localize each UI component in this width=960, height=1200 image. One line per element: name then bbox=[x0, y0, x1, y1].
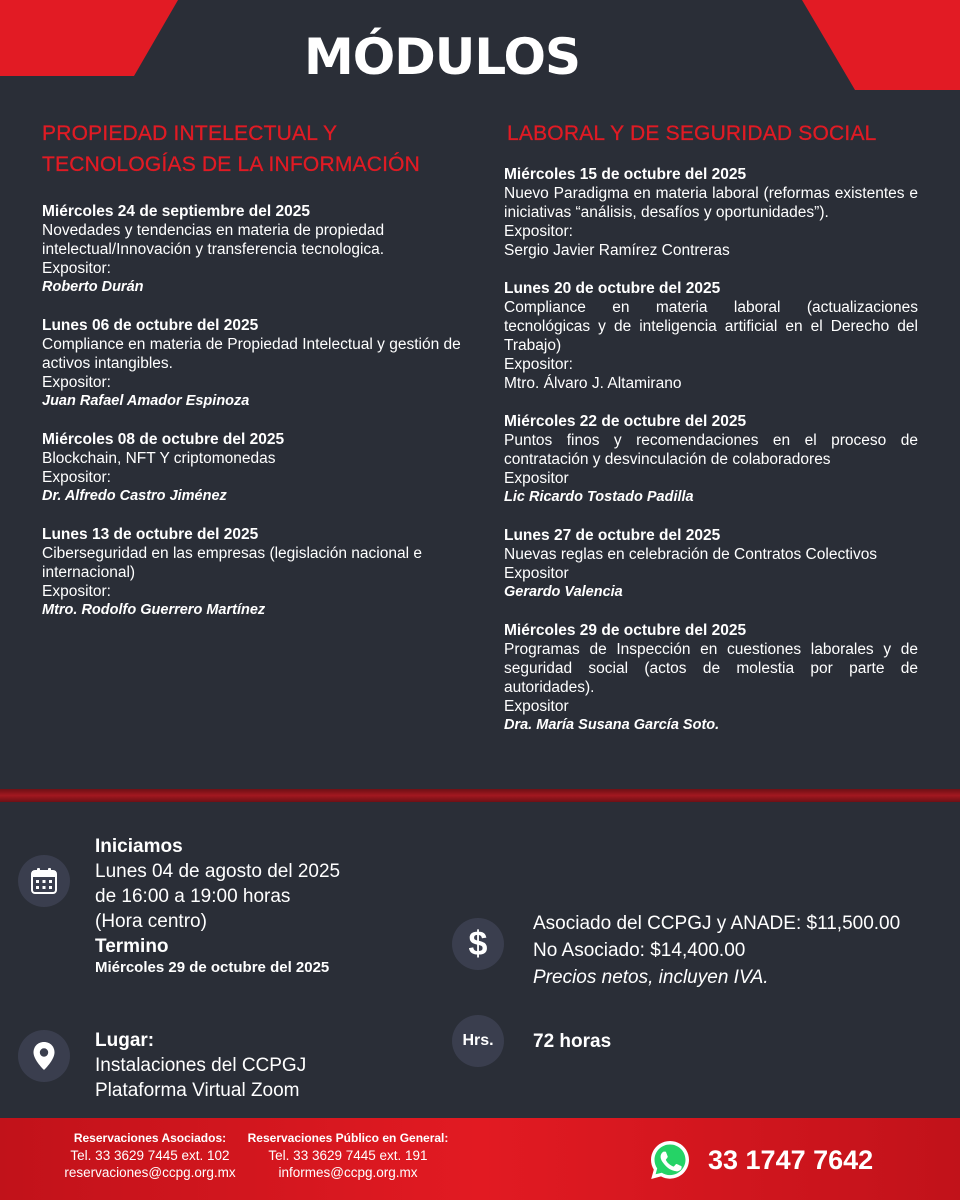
speaker-name: Roberto Durán bbox=[42, 279, 144, 295]
module-topic: Compliance en materia de Propiedad Intelectual y gestión de activos intangibles. bbox=[42, 336, 461, 372]
speaker-name: Lic Ricardo Tostado Padilla bbox=[504, 489, 694, 505]
module-item bbox=[42, 202, 462, 297]
section-divider bbox=[0, 789, 960, 802]
footer-assoc-email[interactable]: reservaciones@ccpg.org.mx bbox=[64, 1165, 236, 1180]
module-item bbox=[504, 526, 918, 602]
dollar-icon: $ bbox=[452, 918, 504, 970]
module-item bbox=[504, 165, 918, 260]
module-date: Lunes 27 de octubre del 2025 bbox=[504, 527, 721, 544]
module-topic: Puntos finos y recomendaciones en el proceso de contratación y desvinculación de colaboradores bbox=[504, 432, 918, 468]
schedule-block bbox=[95, 834, 340, 976]
location-block bbox=[95, 1028, 306, 1103]
speaker-name: Gerardo Valencia bbox=[504, 584, 623, 600]
end-date: Miércoles 29 de octubre del 2025 bbox=[95, 959, 330, 976]
speaker-label: Expositor bbox=[504, 470, 569, 487]
module-date: Miércoles 29 de octubre del 2025 bbox=[504, 622, 747, 639]
whatsapp-number[interactable]: 33 1747 7642 bbox=[708, 1145, 874, 1175]
module-item bbox=[504, 412, 918, 507]
footer-public-title: Reservaciones Público en General: bbox=[247, 1131, 449, 1145]
speaker-label: Expositor: bbox=[42, 374, 111, 391]
location-line1: Instalaciones del CCPGJ bbox=[95, 1055, 307, 1076]
module-date: Miércoles 24 de septiembre del 2025 bbox=[42, 203, 310, 220]
module-topic: Nuevas reglas en celebración de Contratos Colectivos bbox=[504, 546, 878, 563]
speaker-label: Expositor bbox=[504, 698, 569, 715]
footer-public-email[interactable]: informes@ccpg.org.mx bbox=[278, 1165, 418, 1180]
speaker-name: Dr. Alfredo Castro Jiménez bbox=[42, 488, 227, 504]
module-date: Miércoles 08 de octubre del 2025 bbox=[42, 431, 285, 448]
whatsapp-icon[interactable] bbox=[648, 1138, 692, 1182]
hours-badge: Hrs. bbox=[452, 1015, 504, 1067]
module-topic: Novedades y tendencias en materia de propiedad intelectual/Innovación y transferencia tecnologica. bbox=[42, 222, 385, 258]
footer-public-phone[interactable]: Tel. 33 3629 7445 ext. 191 bbox=[268, 1148, 428, 1163]
module-date: Lunes 06 de octubre del 2025 bbox=[42, 317, 259, 334]
speaker-label: Expositor: bbox=[42, 469, 111, 486]
footer-bar bbox=[0, 1118, 960, 1200]
footer-assoc-phone[interactable]: Tel. 33 3629 7445 ext. 102 bbox=[70, 1148, 230, 1163]
module-topic: Ciberseguridad en las empresas (legislación nacional e internacional) bbox=[42, 545, 422, 581]
footer-assoc-title: Reservaciones Asociados: bbox=[73, 1131, 227, 1145]
schedule-timezone: (Hora centro) bbox=[95, 911, 207, 932]
module-topic: Programas de Inspección en cuestiones laborales y de seguridad social (actos de molestia por parte de autoridades). bbox=[504, 641, 918, 696]
section-heading-ip: PROPIEDAD INTELECTUAL Y TECNOLOGÍAS DE LA INFORMACIÓN bbox=[42, 122, 421, 176]
price-non-associated: No Asociado: $14,400.00 bbox=[533, 940, 746, 961]
module-date: Miércoles 15 de octubre del 2025 bbox=[504, 166, 747, 183]
start-label: Iniciamos bbox=[95, 836, 183, 857]
calendar-icon bbox=[18, 855, 70, 907]
module-item bbox=[504, 621, 918, 735]
speaker-label: Expositor: bbox=[42, 260, 111, 277]
page-title: MÓDULOS bbox=[304, 28, 580, 86]
location-pin-icon bbox=[18, 1030, 70, 1082]
module-item bbox=[504, 279, 918, 393]
module-date: Lunes 20 de octubre del 2025 bbox=[504, 280, 721, 297]
location-label: Lugar: bbox=[95, 1030, 155, 1051]
speaker-label: Expositor: bbox=[504, 356, 573, 373]
speaker-label: Expositor: bbox=[504, 223, 573, 240]
speaker-name: Mtro. Álvaro J. Altamirano bbox=[504, 375, 682, 392]
module-item bbox=[42, 316, 462, 411]
module-date: Miércoles 22 de octubre del 2025 bbox=[504, 413, 747, 430]
footer-associates bbox=[40, 1130, 260, 1181]
schedule-time: de 16:00 a 19:00 horas bbox=[95, 886, 291, 907]
speaker-name: Mtro. Rodolfo Guerrero Martínez bbox=[42, 602, 266, 618]
module-topic: Nuevo Paradigma en materia laboral (reformas existentes e iniciativas “análisis, desafíos y oportunidades”). bbox=[504, 185, 918, 221]
module-item bbox=[42, 525, 462, 620]
speaker-name: Juan Rafael Amador Espinoza bbox=[42, 393, 250, 409]
price-note: Precios netos, incluyen IVA. bbox=[533, 967, 769, 988]
module-column-ip bbox=[42, 118, 462, 639]
module-topic: Compliance en materia laboral (actualizaciones tecnológicas y de inteligencia artificial en el Derecho del Trabajo) bbox=[504, 299, 918, 354]
module-date: Lunes 13 de octubre del 2025 bbox=[42, 526, 259, 543]
start-date: Lunes 04 de agosto del 2025 bbox=[95, 861, 341, 882]
hours-value: 72 horas bbox=[533, 1031, 612, 1052]
end-label: Termino bbox=[95, 936, 169, 957]
speaker-label: Expositor bbox=[504, 565, 569, 582]
section-heading-labor: LABORAL Y DE SEGURIDAD SOCIAL bbox=[507, 122, 877, 145]
location-line2: Plataforma Virtual Zoom bbox=[95, 1080, 300, 1101]
module-column-labor bbox=[504, 118, 918, 754]
speaker-name: Dra. María Susana García Soto. bbox=[504, 717, 720, 733]
module-topic: Blockchain, NFT Y criptomonedas bbox=[42, 450, 276, 467]
module-item bbox=[42, 430, 462, 506]
price-associated: Asociado del CCPGJ y ANADE: $11,500.00 bbox=[533, 913, 901, 934]
speaker-name: Sergio Javier Ramírez Contreras bbox=[504, 242, 730, 259]
footer-public bbox=[240, 1130, 456, 1181]
speaker-label: Expositor: bbox=[42, 583, 111, 600]
pricing-block bbox=[533, 910, 900, 991]
